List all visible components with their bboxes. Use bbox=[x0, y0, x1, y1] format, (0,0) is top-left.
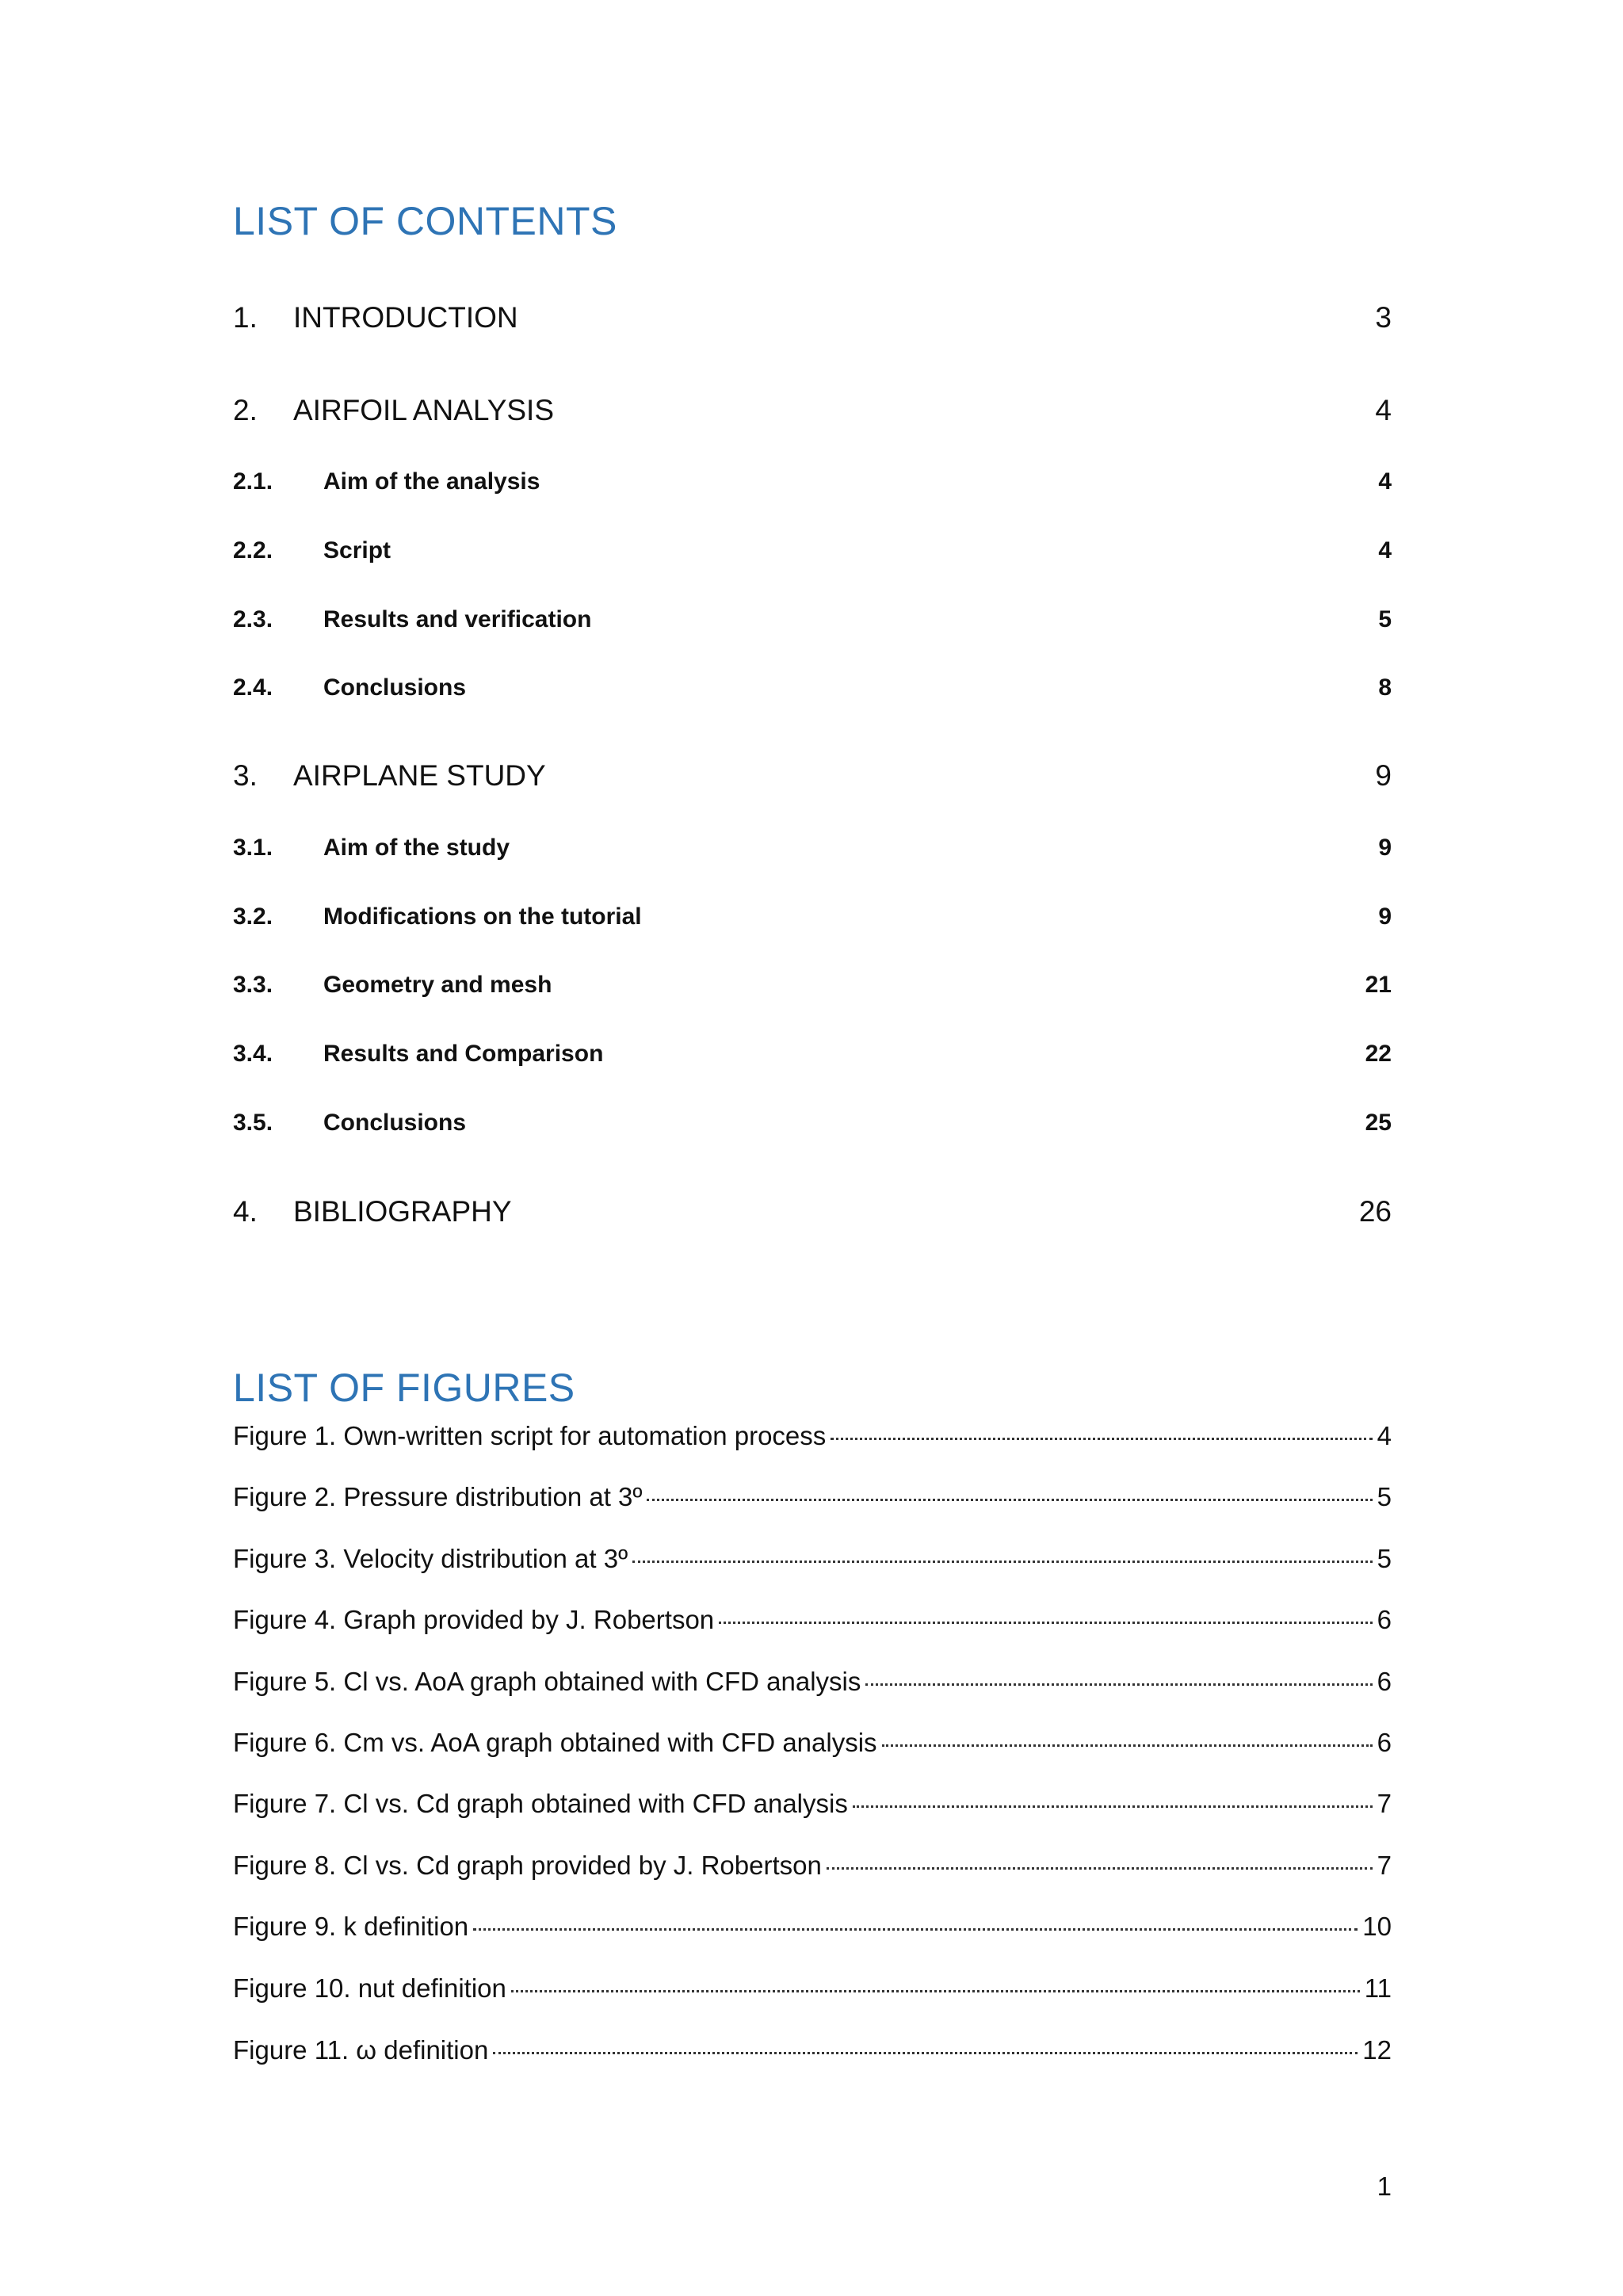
toc-entry-page: 22 bbox=[1365, 1041, 1392, 1067]
figure-entry-title: Figure 5. Cl vs. AoA graph obtained with CFD analysis bbox=[233, 1667, 861, 1696]
figure-entry[interactable] bbox=[233, 1728, 1392, 1758]
toc-entry-number: 2.4. bbox=[233, 674, 273, 701]
toc-entry-title: BIBLIOGRAPHY bbox=[293, 1195, 512, 1228]
toc-subentry[interactable] bbox=[233, 674, 1392, 714]
toc-entry-page: 26 bbox=[1358, 1195, 1392, 1228]
contents-heading: LIST OF CONTENTS bbox=[233, 199, 617, 243]
toc-subentry[interactable] bbox=[233, 1041, 1392, 1080]
toc-entry-page: 4 bbox=[1375, 394, 1392, 426]
toc-entry-title: Conclusions bbox=[323, 674, 467, 701]
figure-entry-title: Figure 9. k definition bbox=[233, 1912, 469, 1941]
figure-entry-page: 5 bbox=[1377, 1482, 1392, 1511]
figure-entry-title: Figure 6. Cm vs. AoA graph obtained with CFD analysis bbox=[233, 1728, 877, 1757]
figure-entry[interactable] bbox=[233, 1973, 1392, 2004]
toc-entry-number: 3.5. bbox=[233, 1110, 273, 1136]
toc-subentry[interactable] bbox=[233, 537, 1392, 577]
toc-entry-page: 21 bbox=[1365, 972, 1392, 998]
toc-entry-page: 3 bbox=[1375, 301, 1392, 334]
figure-entry-page: 6 bbox=[1377, 1667, 1392, 1696]
dot-leader bbox=[827, 1867, 1373, 1870]
figure-entry-page: 11 bbox=[1364, 1973, 1392, 2003]
toc-entry-number: 3. bbox=[233, 759, 258, 792]
dot-leader bbox=[473, 1928, 1358, 1931]
figure-entry-page: 4 bbox=[1377, 1421, 1392, 1450]
toc-entry-number: 2.1. bbox=[233, 468, 273, 495]
toc-subentry[interactable] bbox=[233, 468, 1392, 508]
figure-entry[interactable] bbox=[233, 1789, 1392, 1819]
toc-entry[interactable] bbox=[233, 301, 1392, 341]
toc-subentry[interactable] bbox=[233, 835, 1392, 874]
dot-leader bbox=[719, 1622, 1372, 1624]
toc-entry-number: 2.3. bbox=[233, 606, 273, 632]
toc-entry-number: 3.4. bbox=[233, 1041, 273, 1067]
figure-entry-page: 6 bbox=[1377, 1728, 1392, 1757]
figure-entry-title: Figure 3. Velocity distribution at 3º bbox=[233, 1544, 628, 1573]
toc-entry-number: 3.3. bbox=[233, 972, 273, 998]
dot-leader bbox=[647, 1499, 1372, 1501]
toc-entry-title: Aim of the analysis bbox=[323, 468, 540, 495]
toc-entry-page: 9 bbox=[1375, 759, 1392, 792]
dot-leader bbox=[493, 2052, 1358, 2054]
figure-entry-title: Figure 2. Pressure distribution at 3º bbox=[233, 1482, 643, 1511]
toc-entry-title: INTRODUCTION bbox=[293, 301, 518, 334]
dot-leader bbox=[632, 1561, 1372, 1563]
figure-entry-title: Figure 8. Cl vs. Cd graph provided by J. Robertson bbox=[233, 1851, 822, 1880]
toc-entry[interactable] bbox=[233, 394, 1392, 434]
toc-entry-page: 4 bbox=[1378, 468, 1392, 495]
figure-entry-title: Figure 1. Own-written script for automation process bbox=[233, 1421, 827, 1450]
toc-entry-page: 9 bbox=[1378, 835, 1392, 861]
toc-entry[interactable] bbox=[233, 1195, 1392, 1235]
figure-entry-page: 5 bbox=[1377, 1544, 1392, 1573]
figure-entry-title: Figure 4. Graph provided by J. Robertson bbox=[233, 1605, 715, 1634]
dot-leader bbox=[853, 1805, 1373, 1808]
toc-entry-number: 1. bbox=[233, 301, 258, 334]
toc-entry-number: 2.2. bbox=[233, 537, 273, 563]
figure-entry[interactable] bbox=[233, 1851, 1392, 1881]
page-number: 1 bbox=[1377, 2172, 1392, 2201]
dot-leader bbox=[865, 1683, 1372, 1686]
figure-entry[interactable] bbox=[233, 1544, 1392, 1574]
toc-entry-title: Conclusions bbox=[323, 1110, 467, 1136]
figure-entry[interactable] bbox=[233, 1605, 1392, 1635]
figure-entry-page: 7 bbox=[1377, 1851, 1392, 1880]
figure-entry-title: Figure 10. nut definition bbox=[233, 1973, 506, 2003]
toc-subentry[interactable] bbox=[233, 1110, 1392, 1149]
dot-leader bbox=[882, 1744, 1373, 1747]
figure-entry-page: 7 bbox=[1377, 1789, 1392, 1818]
figure-entry[interactable] bbox=[233, 1912, 1392, 1942]
figure-entry[interactable] bbox=[233, 1482, 1392, 1512]
figure-entry-page: 12 bbox=[1362, 2035, 1392, 2065]
toc-entry-number: 3.2. bbox=[233, 904, 273, 930]
toc-entry-title: Geometry and mesh bbox=[323, 972, 552, 998]
figures-heading: LIST OF FIGURES bbox=[233, 1366, 575, 1410]
toc-entry-number: 2. bbox=[233, 394, 258, 426]
toc-entry-title: Results and verification bbox=[323, 606, 592, 632]
figure-entry-page: 6 bbox=[1377, 1605, 1392, 1634]
toc-entry-title: Modifications on the tutorial bbox=[323, 904, 642, 930]
toc-entry-title: Aim of the study bbox=[323, 835, 510, 861]
toc-entry-page: 5 bbox=[1378, 606, 1392, 632]
toc-entry-page: 25 bbox=[1365, 1110, 1392, 1136]
figure-entry-page: 10 bbox=[1362, 1912, 1392, 1941]
toc-entry-title: AIRPLANE STUDY bbox=[293, 759, 546, 792]
toc-subentry[interactable] bbox=[233, 904, 1392, 943]
dot-leader bbox=[831, 1438, 1372, 1440]
figure-entry-title: Figure 7. Cl vs. Cd graph obtained with CFD analysis bbox=[233, 1789, 848, 1818]
figure-entry[interactable] bbox=[233, 2035, 1392, 2065]
toc-entry-page: 9 bbox=[1378, 904, 1392, 930]
dot-leader bbox=[511, 1990, 1360, 1992]
toc-entry-number: 3.1. bbox=[233, 835, 273, 861]
toc-entry-title: Script bbox=[323, 537, 391, 563]
toc-subentry[interactable] bbox=[233, 606, 1392, 646]
toc-entry[interactable] bbox=[233, 759, 1392, 799]
toc-entry-page: 4 bbox=[1378, 537, 1392, 563]
toc-entry-page: 8 bbox=[1378, 674, 1392, 701]
figure-entry[interactable] bbox=[233, 1667, 1392, 1697]
figure-entry[interactable] bbox=[233, 1421, 1392, 1451]
toc-entry-title: AIRFOIL ANALYSIS bbox=[293, 394, 555, 426]
toc-subentry[interactable] bbox=[233, 972, 1392, 1011]
figure-entry-title: Figure 11. ω definition bbox=[233, 2035, 489, 2065]
toc-entry-number: 4. bbox=[233, 1195, 258, 1228]
toc-entry-title: Results and Comparison bbox=[323, 1041, 604, 1067]
